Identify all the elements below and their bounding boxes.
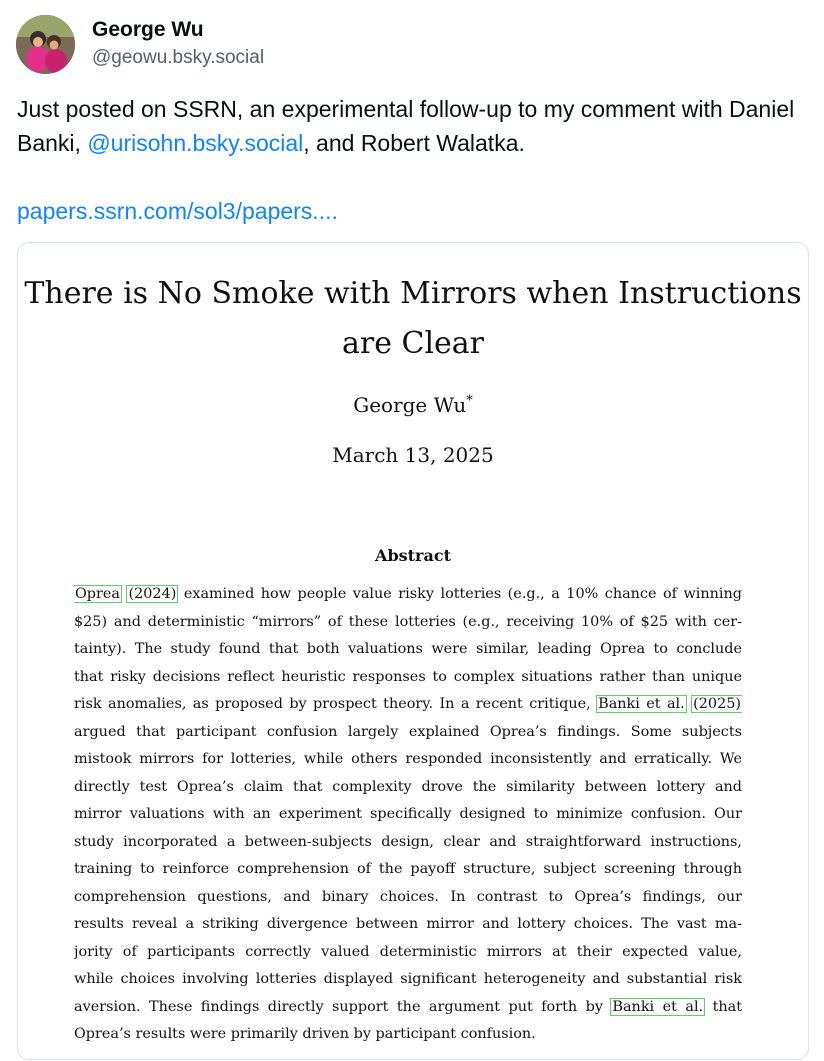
abstract-line: [74, 746, 742, 774]
abstract-line: [74, 774, 742, 802]
abstract-text: Oprea’s results were primarily driven by participant confusion.: [74, 1026, 536, 1042]
author-footnote-mark: *: [466, 393, 473, 409]
embedded-image-card[interactable]: [17, 242, 809, 1060]
mention-link[interactable]: @urisohn.bsky.social: [87, 130, 304, 156]
abstract-line: [74, 884, 742, 912]
paper-date: March 13, 2025: [332, 443, 494, 467]
abstract-text: risk anomalies, as proposed by prospect theory. In a recent critique,: [74, 696, 598, 712]
abstract-text: results reveal a striking divergence between mirror and lottery choices. The vast ma-: [74, 916, 742, 932]
abstract-line: [74, 636, 742, 664]
post-text-part2: , and Robert Walatka.: [303, 130, 525, 156]
abstract-line: [74, 664, 742, 692]
abstract-text: aversion. These findings directly support the argument put forth by: [74, 998, 612, 1015]
abstract-text: while choices involving lotteries displayed significant heterogeneity and substantial risk: [74, 971, 742, 987]
abstract-text: mistook mirrors for lotteries, while others responded inconsistently and erratically. We: [74, 751, 742, 767]
abstract-text: jority of participants correctly valued deterministic mirrors at their expected value,: [74, 943, 742, 960]
citation-link[interactable]: (2025): [693, 696, 741, 712]
citation-link[interactable]: Oprea: [75, 586, 120, 602]
abstract-line: [74, 856, 742, 884]
author-display-name[interactable]: George Wu: [92, 18, 204, 41]
post-text: [17, 92, 817, 160]
abstract-line: [74, 609, 742, 637]
abstract-line: [74, 719, 742, 747]
abstract-text: examined how people value risky lotteries (e.g., a 10% chance of winning: [177, 586, 742, 602]
citation-link[interactable]: Banki et al.: [612, 998, 704, 1015]
abstract-text: argued that participant confusion largely explained Oprea’s findings. Some subjects: [74, 723, 742, 740]
abstract-line: [74, 939, 742, 967]
citation-link[interactable]: Banki et al.: [598, 696, 685, 712]
abstract-text: directly test Oprea’s claim that complexity drove the similarity between lottery and: [74, 778, 742, 795]
abstract-line: [74, 1021, 742, 1049]
abstract-line: [74, 966, 742, 994]
avatar-photo: [16, 15, 75, 74]
paper-author-name: George Wu: [353, 393, 467, 417]
author-handle[interactable]: @geowu.bsky.social: [92, 47, 265, 68]
abstract-text: tainty). The study found that both valuations were similar, leading Oprea to conclude: [74, 641, 742, 657]
abstract-text: study incorporated a between-subjects design, clear and straightforward instructions,: [74, 833, 742, 850]
paper-title: There is No Smoke with Mirrors when Instructions are Clear: [24, 276, 802, 361]
abstract-text: comprehension questions, and binary choices. In contrast to Oprea’s findings, our: [74, 888, 742, 905]
abstract-text: $25) and deterministic “mirrors” of these lotteries (e.g., receiving 10% of $25 with cer-: [74, 613, 742, 630]
abstract-heading: Abstract: [375, 546, 451, 565]
post-text-part1: Just posted on SSRN, an experimental follow-up to my comment with Daniel Banki,: [17, 96, 795, 156]
abstract-text: that risky decisions reflect heuristic responses to complex situations rather than unique: [74, 668, 742, 685]
abstract-line: [74, 801, 742, 829]
abstract-line: [74, 691, 742, 719]
abstract-line: [74, 829, 742, 857]
abstract-text: training to reinforce comprehension of the payoff structure, subject screening through: [74, 861, 742, 877]
external-link[interactable]: papers.ssrn.com/sol3/papers....: [17, 198, 338, 224]
abstract-line: [74, 911, 742, 939]
citation-link[interactable]: (2024): [128, 586, 177, 602]
abstract-body: [74, 581, 742, 1049]
avatar[interactable]: [16, 15, 75, 74]
abstract-text: mirror valuations with an experiment specifically designed to minimize confusion. Our: [74, 806, 742, 822]
abstract-line: [74, 994, 742, 1022]
abstract-line: [74, 581, 742, 609]
abstract-text: that: [704, 998, 742, 1015]
paper-author: [18, 393, 808, 417]
